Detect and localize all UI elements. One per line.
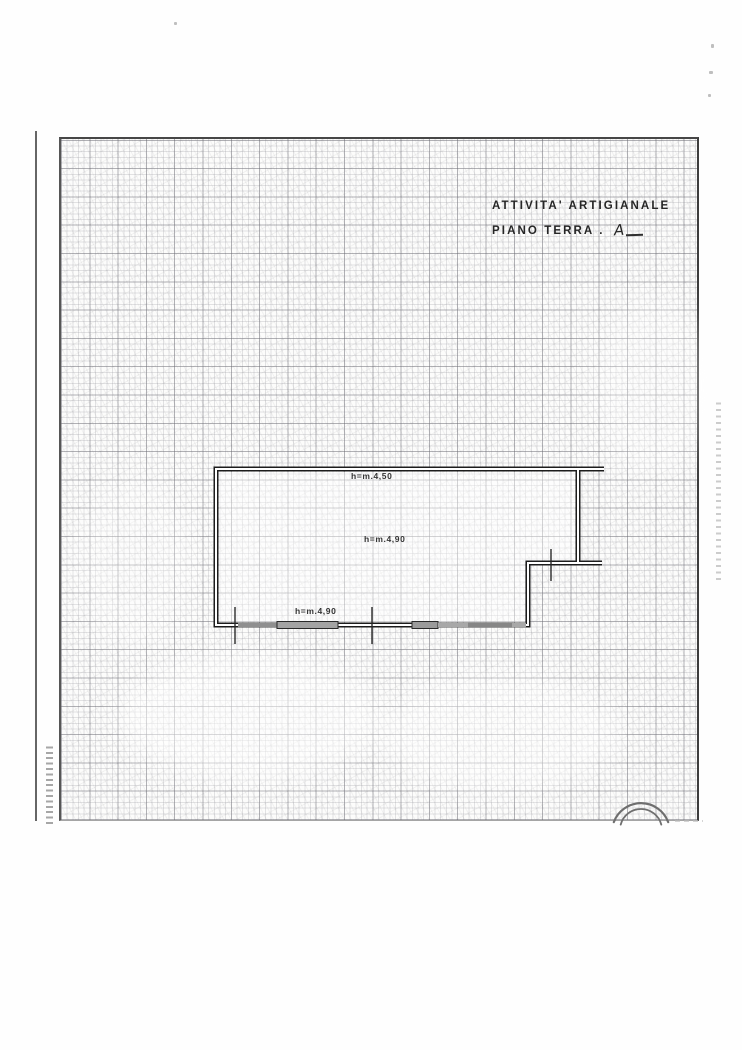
- scan-speck: [708, 94, 711, 97]
- scan-fade-patch: [78, 478, 193, 643]
- stamp-inner-arc: [621, 809, 662, 825]
- scan-speck: [709, 71, 713, 74]
- scan-speck: [711, 44, 714, 48]
- circular-stamp-arc-icon: [603, 796, 713, 834]
- title-line-2: PIANO TERRA .: [492, 224, 605, 237]
- height-annotation-top: h=m.4,50: [351, 471, 393, 481]
- unit-letter: A: [612, 220, 625, 239]
- title-block: [492, 201, 670, 237]
- height-annotation-middle: h=m.4,90: [364, 534, 406, 544]
- illegible-vertical-note: [46, 744, 53, 824]
- scan-fade-patch: [598, 298, 713, 473]
- page-edge-line: [35, 131, 37, 821]
- height-annotation-bottom: h=m.4,90: [295, 606, 337, 616]
- bleedthrough-marks: [716, 402, 721, 580]
- room-interior-lightening: [219, 472, 575, 561]
- scan-speck: [174, 22, 177, 25]
- title-line-1: ATTIVITA' ARTIGIANALE: [492, 200, 671, 212]
- room-interior-lightening: [219, 561, 525, 622]
- scan-fade-patch: [120, 655, 380, 780]
- scan-fade-patch: [380, 678, 620, 790]
- unit-underline: [626, 234, 643, 236]
